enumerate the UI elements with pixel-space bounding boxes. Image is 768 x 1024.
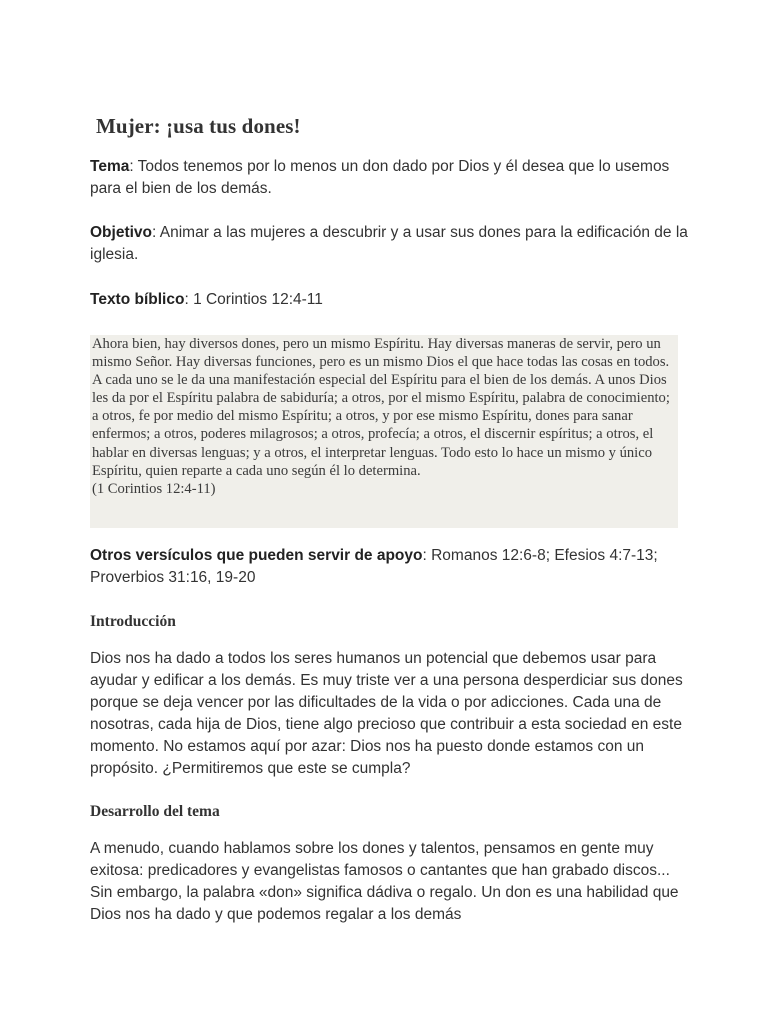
- quote-reference: (1 Corintios 12:4-11): [92, 480, 216, 497]
- scripture-quote: [90, 335, 678, 528]
- quote-paragraph-1: Ahora bien, hay diversos dones, pero un mismo Espíritu. Hay diversas maneras de servir, pero un mismo Señor. Hay diversas funciones, pero es un mismo Dios el que hace todas las cosas en todos.: [92, 336, 670, 371]
- otros-versiculos-paragraph: [90, 545, 690, 589]
- introduccion-heading: Introducción: [90, 613, 176, 630]
- page-title: Mujer: ¡usa tus dones!: [96, 114, 301, 138]
- tema-paragraph: [90, 156, 690, 200]
- otros-versiculos-text: : Romanos 12:6-8; Efesios 4:7-13; Proverbios 31:16, 19-20: [90, 547, 658, 586]
- objetivo-paragraph: [90, 222, 690, 266]
- quote-paragraph-2: A cada uno se le da una manifestación especial del Espíritu para el bien de los demás. A unos Dios les da por el Espíritu palabra de sabiduría; a otros, por el mismo Espíritu, palabra de conocimiento; a otros, fe por medio del mismo Espíritu; a otros, y por ese mismo Espíritu, dones para sanar enfermos; a otros, poderes milagrosos; a otros, profecía; a otros, el discernir espíritus; a otros, el hablar en diversas lenguas; y a otros, el interpretar lenguas. Todo esto lo hace un mismo y único Espíritu, quien reparte a cada uno según él lo determina.: [92, 372, 670, 479]
- tema-text: : Todos tenemos por lo menos un don dado por Dios y él desea que lo usemos para el bien de los demás.: [90, 158, 670, 197]
- texto-biblico-paragraph: [90, 289, 690, 311]
- texto-biblico-label: Texto bíblico: [90, 291, 185, 308]
- objetivo-label: Objetivo: [90, 224, 153, 241]
- objetivo-text: : Animar a las mujeres a descubrir y a usar sus dones para la edificación de la iglesia.: [90, 224, 688, 263]
- desarrollo-paragraph: A menudo, cuando hablamos sobre los dones y talentos, pensamos en gente muy exitosa: predicadores y evangelistas famosos o cantantes que han grabado discos... Sin embargo, la palabra «don» significa dádiva o regalo. Un don es una habilidad que Dios nos ha dado y que podemos regalar a los demás: [90, 840, 679, 923]
- introduccion-paragraph: Dios nos ha dado a todos los seres humanos un potencial que debemos usar para ayudar y edificar a los demás. Es muy triste ver a una persona desperdiciar sus dones porque se deja vencer por las dificultades de la vida o por adicciones. Cada una de nosotras, cada hija de Dios, tiene algo precioso que contribuir a esta sociedad en este momento. No estamos aquí por azar: Dios nos ha puesto donde estamos con un propósito. ¿Permitiremos que este se cumpla?: [90, 650, 683, 777]
- desarrollo-heading: Desarrollo del tema: [90, 803, 220, 820]
- tema-label: Tema: [90, 158, 130, 175]
- otros-versiculos-label: Otros versículos que pueden servir de apoyo: [90, 547, 423, 564]
- texto-biblico-text: : 1 Corintios 12:4-11: [184, 291, 323, 308]
